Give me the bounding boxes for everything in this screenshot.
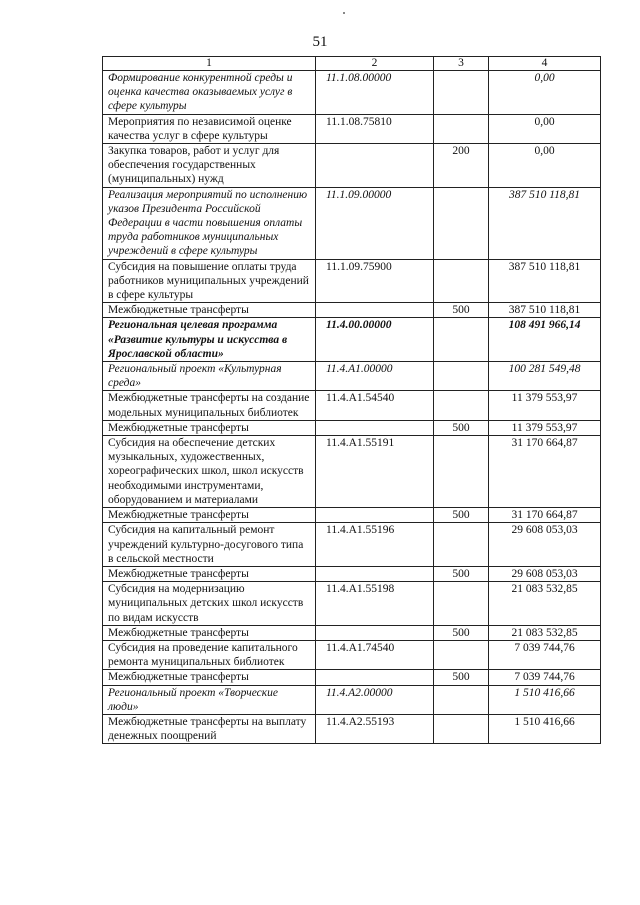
header-col-1: 1 xyxy=(103,57,316,71)
row-type xyxy=(434,318,489,362)
row-name: Субсидия на модернизацию муниципальных детских школ искусств по видам искусств xyxy=(103,582,316,626)
row-type xyxy=(434,582,489,626)
row-type: 500 xyxy=(434,670,489,685)
row-type xyxy=(434,391,489,420)
row-name: Межбюджетные трансферты на выплату денежных поощрений xyxy=(103,714,316,743)
row-code xyxy=(316,625,434,640)
table-header-row xyxy=(103,57,601,71)
row-name: Субсидия на повышение оплаты труда работников муниципальных учреждений в сфере культуры xyxy=(103,259,316,303)
table-row xyxy=(103,714,601,743)
header-col-2: 2 xyxy=(316,57,434,71)
table-row xyxy=(103,625,601,640)
row-name: Субсидия на капитальный ремонт учреждений культурно-досугового типа в сельской местности xyxy=(103,523,316,567)
table-row xyxy=(103,318,601,362)
header-col-3: 3 xyxy=(434,57,489,71)
row-code xyxy=(316,670,434,685)
row-type: 500 xyxy=(434,625,489,640)
row-name: Межбюджетные трансферты xyxy=(103,303,316,318)
row-name: Межбюджетные трансферты xyxy=(103,508,316,523)
row-name: Региональный проект «Творческие люди» xyxy=(103,685,316,714)
row-amount: 21 083 532,85 xyxy=(489,582,601,626)
table-row xyxy=(103,566,601,581)
row-type xyxy=(434,714,489,743)
row-type: 200 xyxy=(434,144,489,188)
row-amount: 1 510 416,66 xyxy=(489,685,601,714)
row-name: Региональный проект «Культурная среда» xyxy=(103,362,316,391)
row-amount: 31 170 664,87 xyxy=(489,508,601,523)
row-code: 11.1.09.00000 xyxy=(316,187,434,259)
row-code: 11.4.A2.00000 xyxy=(316,685,434,714)
row-name: Формирование конкурентной среды и оценка качества оказываемых услуг в сфере культуры xyxy=(103,71,316,115)
table-row xyxy=(103,187,601,259)
table-row xyxy=(103,362,601,391)
table-row xyxy=(103,523,601,567)
row-type: 500 xyxy=(434,420,489,435)
row-code: 11.1.08.75810 xyxy=(316,114,434,143)
row-name: Мероприятия по независимой оценке качества услуг в сфере культуры xyxy=(103,114,316,143)
table-row xyxy=(103,670,601,685)
row-type: 500 xyxy=(434,566,489,581)
budget-table xyxy=(102,56,601,744)
row-code xyxy=(316,144,434,188)
row-amount: 0,00 xyxy=(489,114,601,143)
table-row xyxy=(103,436,601,508)
row-amount: 0,00 xyxy=(489,144,601,188)
row-amount: 100 281 549,48 xyxy=(489,362,601,391)
table-row xyxy=(103,685,601,714)
row-name: Реализация мероприятий по исполнению указов Президента Российской Федерации в части повышения оплаты труда работников муниципальных учреждений в сфере культуры xyxy=(103,187,316,259)
row-amount: 0,00 xyxy=(489,71,601,115)
table-row xyxy=(103,114,601,143)
row-amount: 387 510 118,81 xyxy=(489,303,601,318)
row-code: 11.1.08.00000 xyxy=(316,71,434,115)
row-amount: 29 608 053,03 xyxy=(489,566,601,581)
row-amount: 21 083 532,85 xyxy=(489,625,601,640)
row-code: 11.4.00.00000 xyxy=(316,318,434,362)
row-type xyxy=(434,259,489,303)
row-type xyxy=(434,685,489,714)
row-code: 11.4.A1.55196 xyxy=(316,523,434,567)
scan-speck xyxy=(343,12,345,14)
row-code: 11.4.A1.74540 xyxy=(316,640,434,669)
row-amount: 108 491 966,14 xyxy=(489,318,601,362)
row-code xyxy=(316,566,434,581)
table-body xyxy=(103,57,601,744)
row-code: 11.4.A1.55191 xyxy=(316,436,434,508)
table-row xyxy=(103,259,601,303)
row-amount: 7 039 744,76 xyxy=(489,640,601,669)
row-amount: 29 608 053,03 xyxy=(489,523,601,567)
row-code: 11.4.A2.55193 xyxy=(316,714,434,743)
table-row xyxy=(103,144,601,188)
row-name: Региональная целевая программа «Развитие культуры и искусства в Ярославской области» xyxy=(103,318,316,362)
row-type xyxy=(434,71,489,115)
table-row xyxy=(103,508,601,523)
row-code xyxy=(316,303,434,318)
row-amount: 387 510 118,81 xyxy=(489,187,601,259)
row-code: 11.1.09.75900 xyxy=(316,259,434,303)
row-name: Межбюджетные трансферты xyxy=(103,670,316,685)
row-amount: 11 379 553,97 xyxy=(489,420,601,435)
table-row xyxy=(103,71,601,115)
row-amount: 387 510 118,81 xyxy=(489,259,601,303)
header-col-4: 4 xyxy=(489,57,601,71)
table-row xyxy=(103,303,601,318)
row-code xyxy=(316,508,434,523)
row-name: Субсидия на обеспечение детских музыкальных, художественных, хореографических школ, школ искусств необходимыми инструментами, оборудованием и материалами xyxy=(103,436,316,508)
row-code xyxy=(316,420,434,435)
row-type xyxy=(434,640,489,669)
row-type xyxy=(434,436,489,508)
row-amount: 11 379 553,97 xyxy=(489,391,601,420)
row-name: Межбюджетные трансферты xyxy=(103,566,316,581)
row-type xyxy=(434,114,489,143)
row-type xyxy=(434,362,489,391)
row-type: 500 xyxy=(434,508,489,523)
row-amount: 7 039 744,76 xyxy=(489,670,601,685)
row-code: 11.4.A1.54540 xyxy=(316,391,434,420)
row-name: Межбюджетные трансферты xyxy=(103,625,316,640)
row-name: Межбюджетные трансферты на создание модельных муниципальных библиотек xyxy=(103,391,316,420)
row-name: Межбюджетные трансферты xyxy=(103,420,316,435)
row-amount: 1 510 416,66 xyxy=(489,714,601,743)
row-type xyxy=(434,187,489,259)
table-row xyxy=(103,582,601,626)
row-code: 11.4.A1.00000 xyxy=(316,362,434,391)
row-amount: 31 170 664,87 xyxy=(489,436,601,508)
table-row xyxy=(103,420,601,435)
table-row xyxy=(103,640,601,669)
row-type: 500 xyxy=(434,303,489,318)
row-code: 11.4.A1.55198 xyxy=(316,582,434,626)
row-name: Закупка товаров, работ и услуг для обеспечения государственных (муниципальных) нужд xyxy=(103,144,316,188)
page-number: 51 xyxy=(312,34,328,50)
table-row xyxy=(103,391,601,420)
row-name: Субсидия на проведение капитального ремонта муниципальных библиотек xyxy=(103,640,316,669)
row-type xyxy=(434,523,489,567)
